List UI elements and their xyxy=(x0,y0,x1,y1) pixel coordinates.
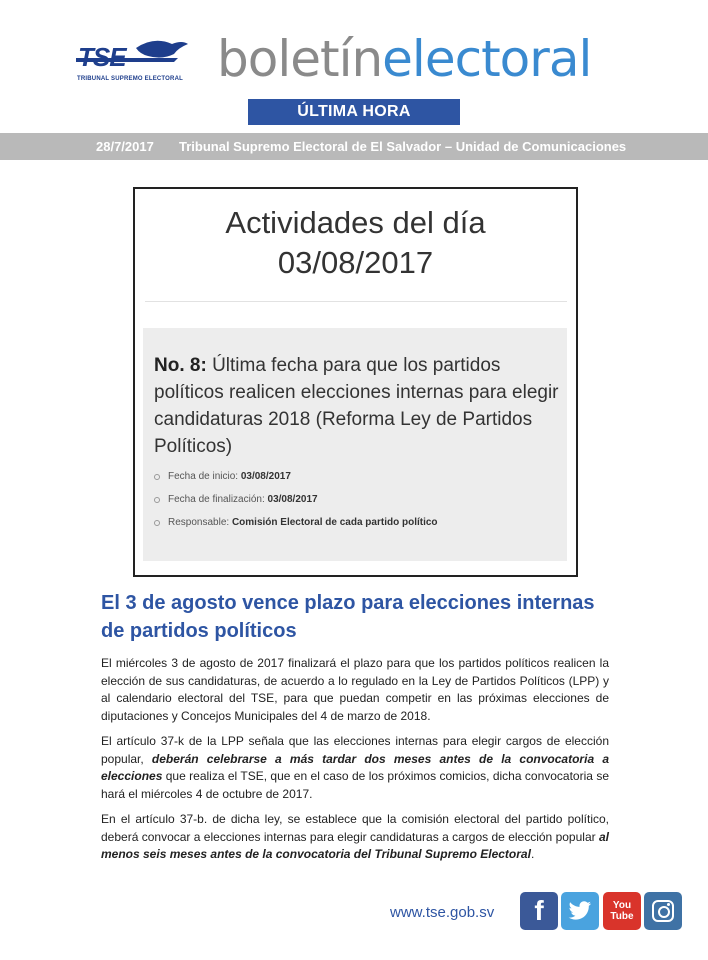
title-part-2: electoral xyxy=(382,30,592,88)
activity-card xyxy=(133,187,578,577)
emphasized-text: al menos seis meses antes de la convocatoria del Tribunal Supremo Electoral xyxy=(101,829,609,861)
instagram-icon[interactable] xyxy=(644,892,682,930)
list-item xyxy=(153,493,438,516)
activity-detail-panel xyxy=(143,328,567,561)
activity-title-line-1: Actividades del día xyxy=(225,205,486,240)
youtube-icon[interactable] xyxy=(603,892,641,930)
activity-number: No. 8: xyxy=(154,355,207,376)
twitter-bird-icon xyxy=(568,901,592,921)
detail-value: 03/08/2017 xyxy=(267,494,318,505)
divider xyxy=(145,301,567,302)
facebook-icon[interactable] xyxy=(520,892,558,930)
tse-logo-text: TSE xyxy=(78,42,126,72)
paragraph-text: que realiza el TSE, que en el caso de los próximos comicios, dicha convocatoria se hará el miércoles 4 de octubre de 2017. xyxy=(101,769,609,801)
website-link[interactable]: www.tse.gob.sv xyxy=(390,904,495,921)
detail-label: Fecha de finalización: xyxy=(168,494,265,505)
article-paragraph-2 xyxy=(101,733,609,803)
article-paragraph-1: El miércoles 3 de agosto de 2017 finalizará el plazo para que los partidos políticos realicen la elección de sus candidaturas, de acuerdo a lo regulado en la Ley de Partidos Políticos (LPP) y al calendario electoral del TSE, para que puedan competir en las próximas elecciones de diputaciones y Concejos Municipales del 4 de marzo de 2018. xyxy=(101,656,609,723)
organization-name: Tribunal Supremo Electoral de El Salvador – Unidad de Comunicaciones xyxy=(179,139,627,154)
info-bar xyxy=(0,133,708,160)
detail-value: 03/08/2017 xyxy=(240,471,291,482)
paragraph-text: En el artículo 37-b. de dicha ley, se establece que la comisión electoral del partido político, deberá convocar a elecciones internas para elegir candidaturas a cargos de elección popular xyxy=(101,812,609,844)
activity-description: Última fecha para que los partidos políticos realicen elecciones internas para elegir candidaturas 2018 (Reforma Ley de Partidos Políticos) xyxy=(154,355,559,457)
bulletin-title xyxy=(217,26,591,92)
detail-value: Comisión Electoral de cada partido político xyxy=(231,517,438,528)
activity-details-list xyxy=(153,470,438,539)
article-headline: El 3 de agosto vence plazo para elecciones internas de partidos políticos xyxy=(101,592,595,642)
youtube-label-1: You xyxy=(612,900,632,911)
list-item xyxy=(153,516,438,539)
bulletin-date: 28/7/2017 xyxy=(96,139,154,154)
activity-heading xyxy=(154,352,559,460)
article-paragraph-3 xyxy=(101,811,609,864)
paragraph-text: . xyxy=(530,847,535,861)
breaking-news-badge: ÚLTIMA HORA xyxy=(248,99,460,125)
twitter-icon[interactable] xyxy=(561,892,599,930)
tse-logo-subtitle: TRIBUNAL SUPREMO ELECTORAL xyxy=(77,76,183,82)
instagram-camera-icon xyxy=(652,900,674,922)
youtube-label-2: Tube xyxy=(610,911,634,922)
activity-title xyxy=(135,203,576,283)
emphasized-text: deberán celebrarse a más tardar dos meses antes de la convocatoria a elecciones xyxy=(101,751,609,783)
title-part-1: boletín xyxy=(217,30,383,88)
detail-label: Responsable: xyxy=(168,517,230,528)
paragraph-text: El artículo 37-k de la LPP señala que las elecciones internas para elegir cargos de elección popular, xyxy=(101,734,609,766)
detail-label: Fecha de inicio: xyxy=(168,471,239,482)
facebook-glyph: f xyxy=(534,895,544,926)
list-item xyxy=(153,470,438,493)
activity-title-line-2: 03/08/2017 xyxy=(277,245,434,280)
